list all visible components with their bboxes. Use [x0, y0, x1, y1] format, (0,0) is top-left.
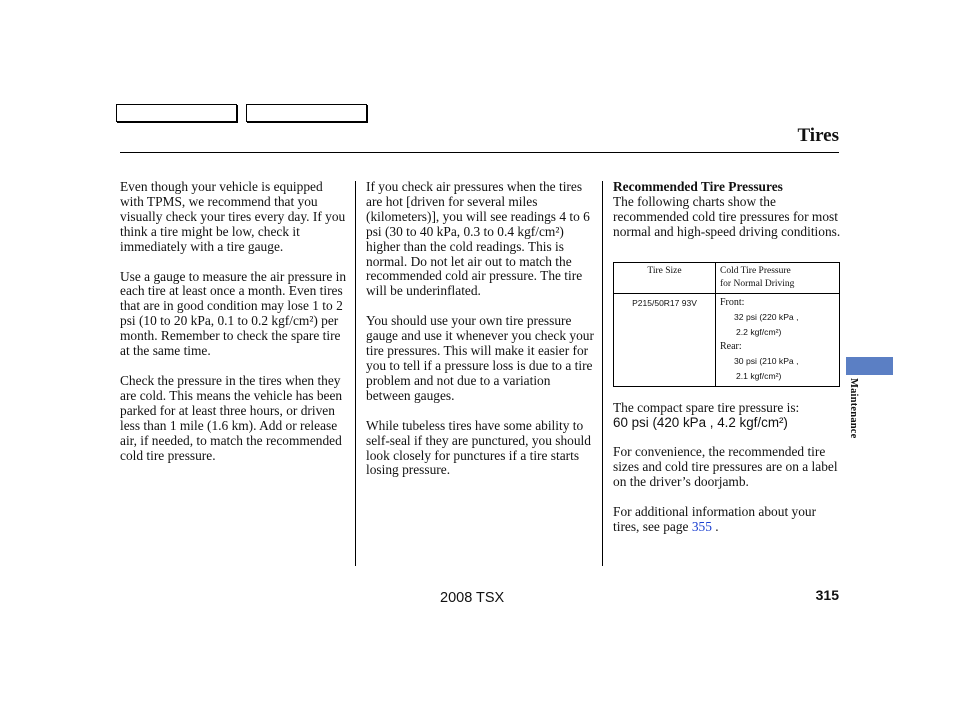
- page-number: 315: [815, 587, 839, 603]
- table-header-row: [614, 262, 840, 293]
- column-2: [366, 180, 594, 493]
- paragraph-tubeless: While tubeless tires have some ability to self-seal if they are punctured, you should look closely for punctures if a tire starts losing pressure.: [366, 417, 591, 478]
- section-tab[interactable]: [846, 357, 893, 375]
- column-1: [120, 180, 348, 478]
- tire-size-value: P215/50R17 93V: [614, 293, 716, 386]
- paragraph-intro: The following charts show the recommended cold tire pressures for most normal and high-speed driving conditions.: [613, 193, 841, 239]
- spare-pressure-value: 60 psi (420 kPa , 4.2 kgf/cm²): [613, 414, 788, 430]
- front-label: Front:: [720, 296, 745, 308]
- paragraph-hot-tires: If you check air pressures when the tires are hot [driven for several miles (kilometers)], you will see readings 4 to 6 psi (30 to 40 kPa, 0.3 to 0.4 kgf/cm²) higher than the cold readings. This is normal. Do not let air out to match the recommended cold air pressure. The tire will be underinflated.: [366, 179, 590, 299]
- column-divider-1: [355, 181, 356, 566]
- paragraph-cold-tires: Check the pressure in the tires when they are cold. This means the vehicle has been parked for at least three hours, or driven less than 1 mile (1.6 km). Add or release air, if needed, to match the recommended cold tire pressure.: [120, 372, 343, 463]
- paragraph-gauge-monthly: Use a gauge to measure the air pressure in each tire at least once a month. Even tires that are in good condition may lose 1 to 2 psi (10 to 20 kPa, 0.1 to 0.2 kgf/cm²) per month. Remember to check the spare tire at the same time.: [120, 268, 347, 359]
- paragraph-spare: The compact spare tire pressure is: 60 psi (420 kPa , 4.2 kgf/cm²): [613, 399, 800, 430]
- tire-pressure-table: [613, 262, 840, 387]
- rear-pressure-psi: 30 psi (210 kPa ,: [734, 355, 799, 366]
- paragraph-more-info: For additional information about your tires, see page 355 .: [613, 504, 817, 535]
- paragraph-convenience: For convenience, the recommended tire sizes and cold tire pressures are on a label on the driver’s doorjamb.: [613, 444, 838, 490]
- front-pressure-kgf: 2.2 kgf/cm²): [736, 326, 782, 337]
- footer-model: 2008 TSX: [440, 590, 505, 606]
- front-pressure-psi: 32 psi (220 kPa ,: [734, 311, 799, 322]
- page-link-355[interactable]: 355: [691, 519, 712, 535]
- pressure-values: [716, 293, 840, 386]
- title-rule: [120, 152, 839, 153]
- table-row: [614, 293, 840, 386]
- column-3: [613, 180, 841, 550]
- column-divider-2: [602, 181, 603, 566]
- header-tire-size: Tire Size: [614, 262, 716, 293]
- section-heading: Recommended Tire Pressures: [613, 179, 783, 194]
- section-tab-label: Maintenance: [848, 378, 859, 439]
- nav-button-previous[interactable]: [116, 104, 237, 122]
- paragraph-own-gauge: You should use your own tire pressure gauge and use it whenever you check your tire pressures. This will make it easier for you to tell if a pressure loss is due to a tire problem and not due to a variation between gauges.: [366, 313, 594, 403]
- nav-button-next[interactable]: [246, 104, 367, 122]
- header-cold-pressure: Cold Tire Pressure for Normal Driving: [716, 262, 840, 293]
- paragraph-visual-check: Even though your vehicle is equipped with TPMS, we recommend that you visually check your tires every day. If you think a tire might be low, check it immediately with a tire gauge.: [120, 179, 346, 254]
- rear-label: Rear:: [720, 340, 742, 352]
- page-title: Tires: [797, 125, 839, 146]
- rear-pressure-kgf: 2.1 kgf/cm²): [736, 370, 782, 381]
